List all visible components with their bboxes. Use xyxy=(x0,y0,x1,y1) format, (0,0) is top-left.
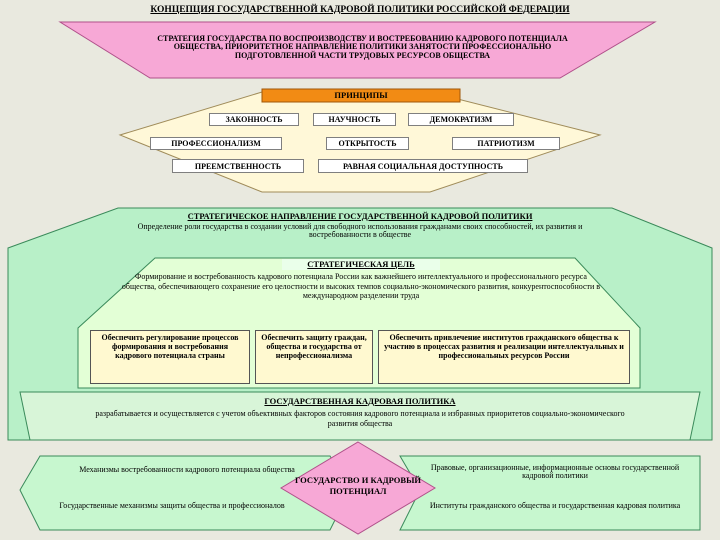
policy-text: разрабатывается и осуществляется с учетом объективных факторов состояния кадрового потенциала и избранных приоритетов социально-экономического развития общества xyxy=(95,409,625,428)
policy-header: ГОСУДАРСТВЕННАЯ КАДРОВАЯ ПОЛИТИКА xyxy=(264,396,456,406)
civil-institutions-text: Институты гражданского общества и государственная кадровая политика xyxy=(429,501,681,510)
page-title: КОНЦЕПЦИЯ ГОСУДАРСТВЕННОЙ КАДРОВОЙ ПОЛИТИКИ РОССИЙСКОЙ ФЕДЕРАЦИИ xyxy=(150,5,570,15)
mechanisms-demand-text: Механизмы востребованности кадрового потенциала общества xyxy=(79,465,295,474)
principle-scientific: НАУЧНОСТЬ xyxy=(313,113,396,126)
state-and-personnel-text: ГОСУДАРСТВО И КАДРОВЫЙ ПОТЕНЦИАЛ xyxy=(294,475,422,497)
goal-header: СТРАТЕГИЧЕСКАЯ ЦЕЛЬ xyxy=(307,259,415,269)
principle-openness: ОТКРЫТОСТЬ xyxy=(326,137,409,150)
principle-continuity: ПРЕЕМСТВЕННОСТЬ xyxy=(172,159,304,173)
task-civil-society: Обеспечить привлечение институтов гражданского общества к участию в процессах развития и реализации интеллектуальных и профессиональных ресурсов России xyxy=(378,330,630,384)
principle-patriotism: ПАТРИОТИЗМ xyxy=(452,137,560,150)
task-regulation: Обеспечить регулирование процессов формирования и востребования кадрового потенциала страны xyxy=(90,330,250,384)
mechanisms-protection-text: Государственные механизмы защиты общества и профессионалов xyxy=(59,501,285,510)
legal-foundations-text: Правовые, организационные, информационные основы государственной кадровой политики xyxy=(430,463,680,481)
task-protection: Обеспечить защиту граждан, общества и государства от непрофессионализма xyxy=(255,330,373,384)
principle-equal-access: РАВНАЯ СОЦИАЛЬНАЯ ДОСТУПНОСТЬ xyxy=(318,159,528,173)
direction-text: Определение роли государства в создании условий для свободного использования гражданами своих способностей, их развития и востребованности в обществе xyxy=(137,222,583,240)
goal-text: Формирование и востребованность кадрового потенциала России как важнейшего интеллектуального и профессионального ресурса общества, обеспечивающего сохранение его целостности и высоких темпов социально-экономического развития, конкурентоспособности в международном разделении труда xyxy=(121,272,601,301)
strategy-text: СТРАТЕГИЯ ГОСУДАРСТВА ПО ВОСПРОИЗВОДСТВУ И ВОСТРЕБОВАНИЮ КАДРОВОГО ПОТЕНЦИАЛА ОБЩЕСТВА, ПРИОРИТЕТНОЕ НАПРАВЛЕНИЕ ПОЛИТИКИ ЗАНЯТОСТИ ПРОФЕССИОНАЛЬНО ПОДГОТОВЛЕННОЙ ЧАСТИ ТРУДОВЫХ РЕСУРСОВ ОБЩЕСТВА xyxy=(157,34,568,60)
principle-democracy: ДЕМОКРАТИЗМ xyxy=(408,113,514,126)
principle-legality: ЗАКОННОСТЬ xyxy=(209,113,299,126)
principle-professionalism: ПРОФЕССИОНАЛИЗМ xyxy=(150,137,282,150)
principles-header: ПРИНЦИПЫ xyxy=(334,90,388,100)
direction-header: СТРАТЕГИЧЕСКОЕ НАПРАВЛЕНИЕ ГОСУДАРСТВЕННОЙ КАДРОВОЙ ПОЛИТИКИ xyxy=(187,211,533,221)
